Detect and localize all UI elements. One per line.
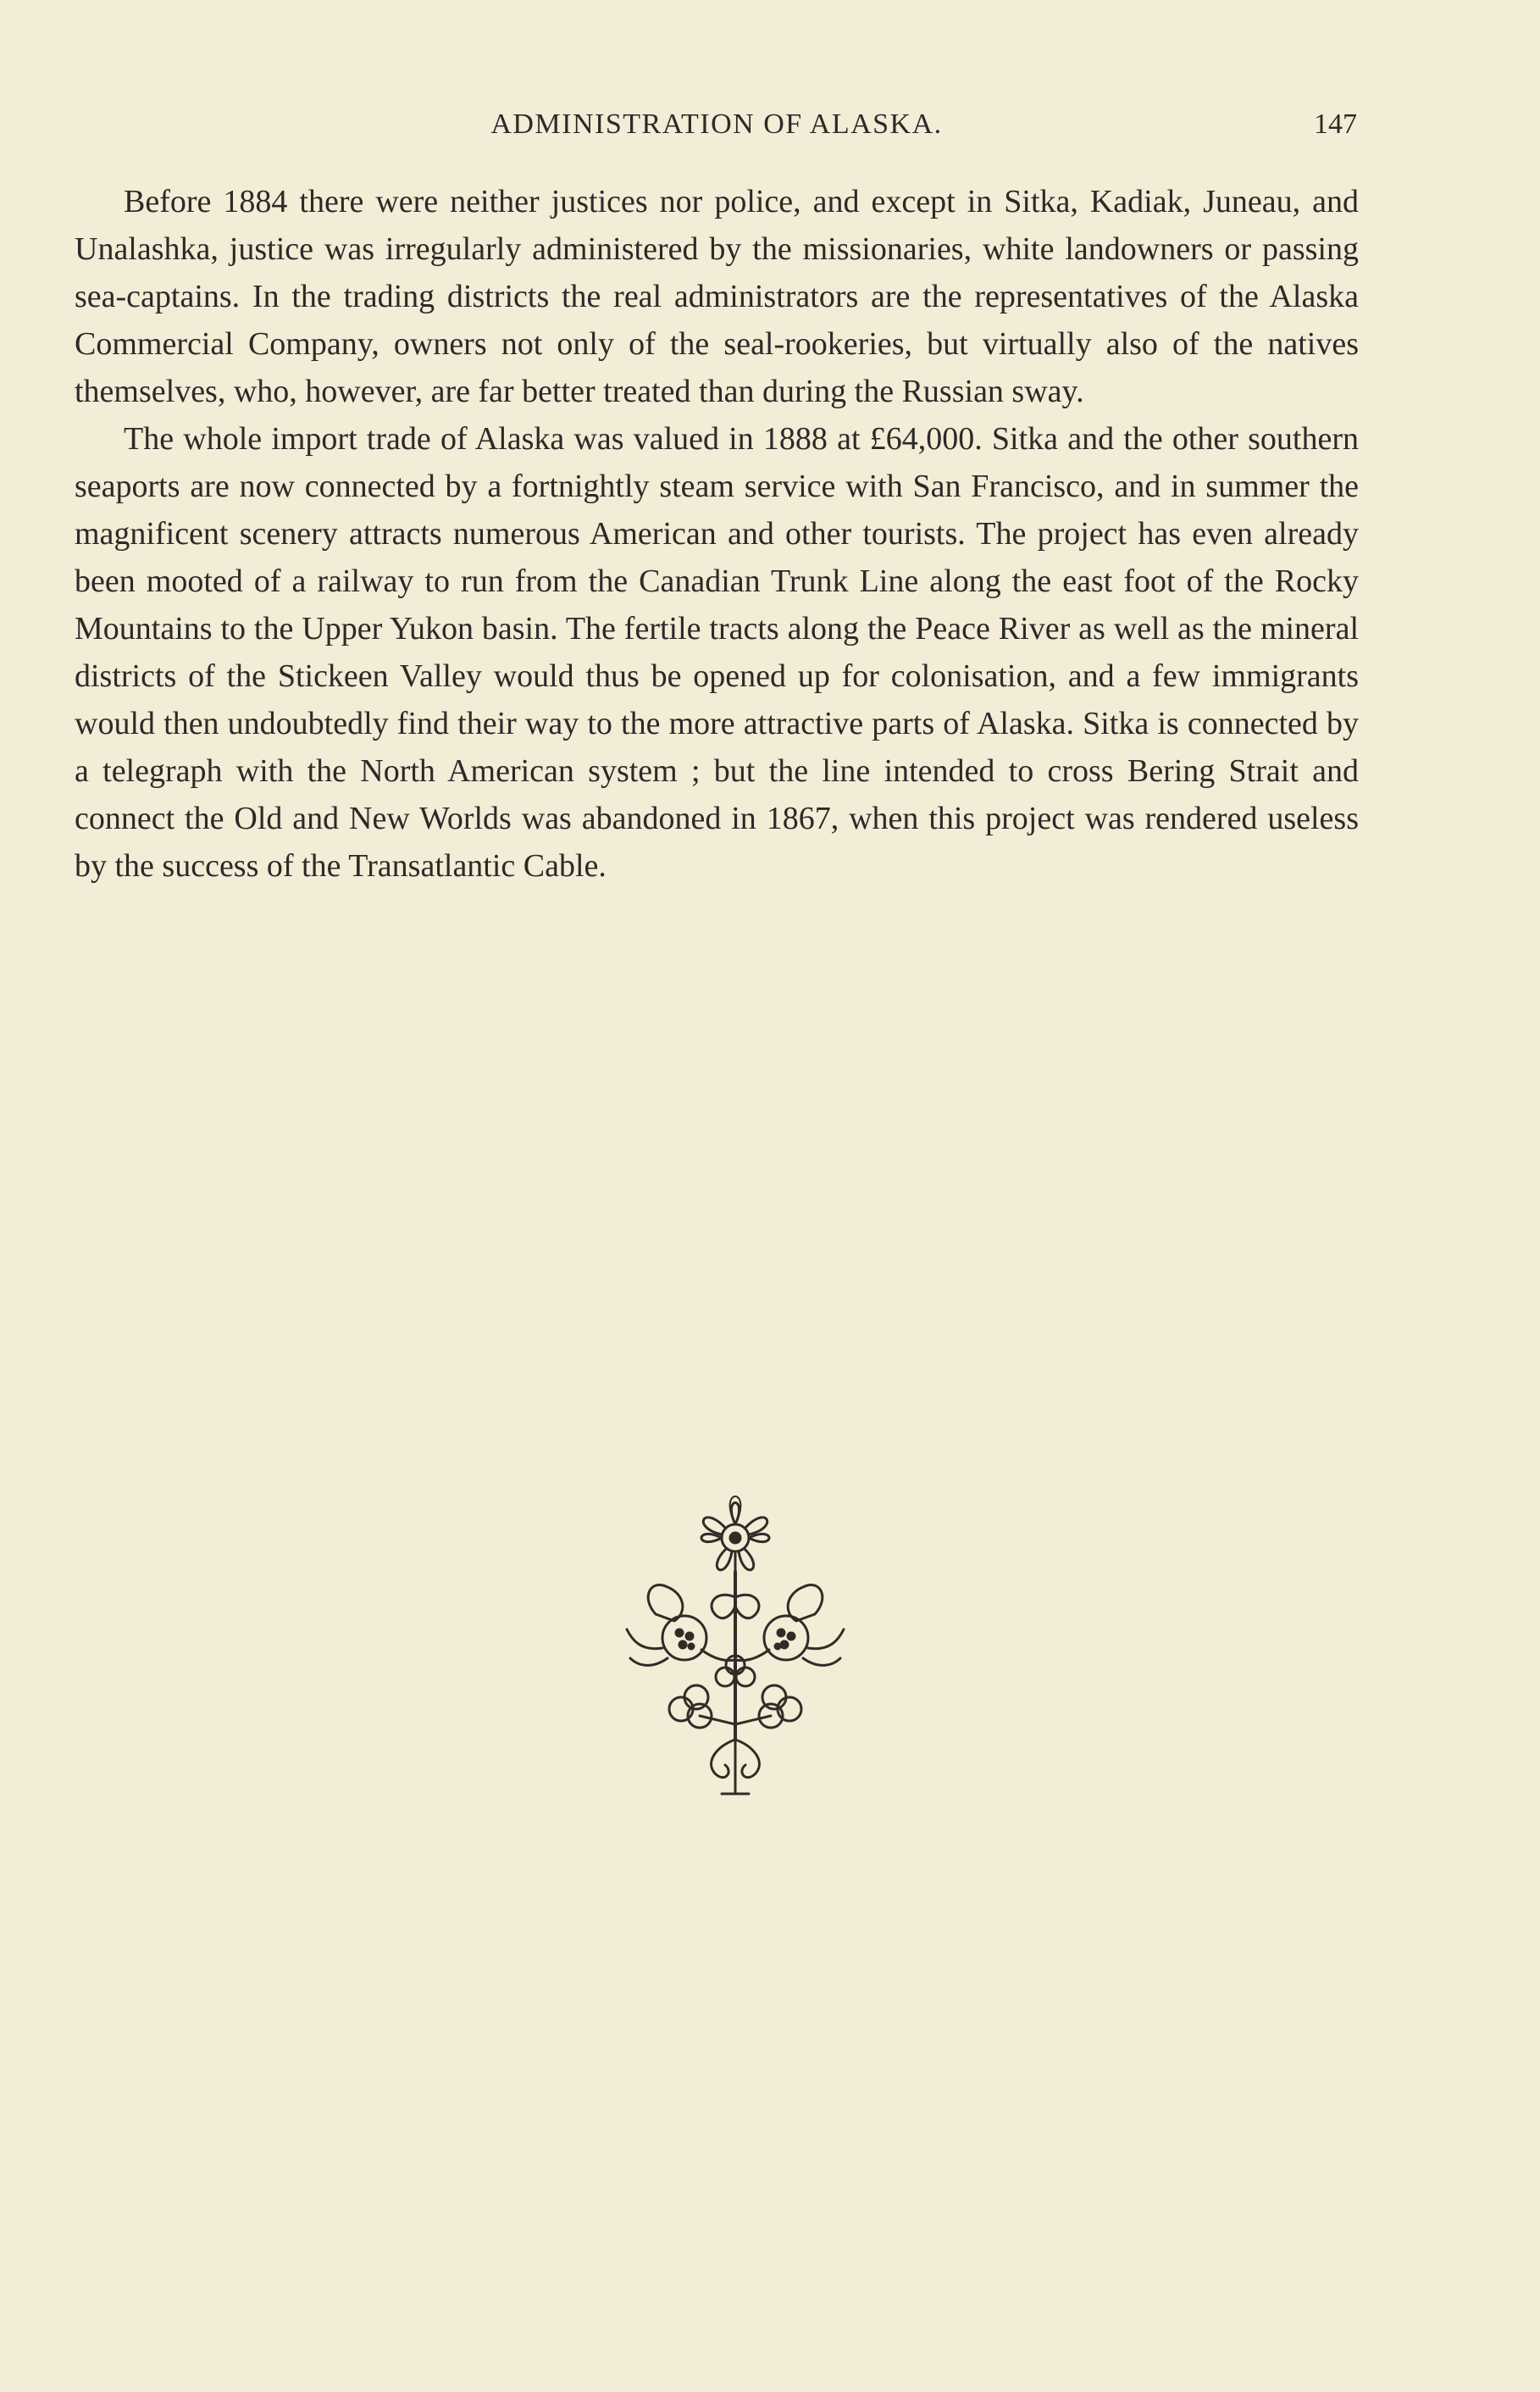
body-text: [75, 178, 1359, 890]
shamrock-icon: [669, 1685, 735, 1728]
shamrock-icon: [735, 1685, 801, 1728]
page-number: 147: [1314, 108, 1357, 140]
running-title: ADMINISTRATION OF ALASKA.: [490, 108, 943, 140]
running-head: [76, 108, 1357, 149]
floral-ornament-graphic: [607, 1470, 861, 1809]
paragraph: Before 1884 there were neither justices nor police, and except in Sitka, Kadiak, Juneau, and Unalashka, justice was irregularly administered by the missionaries, white landowners or passing sea-captains. In the trading districts the real administrators are the representatives of the Alaska Commercial Company, owners not only of the seal-rookeries, but virtually also of the natives themselves, who, however, are far better treated than during the Russian sway.: [75, 184, 1359, 409]
paragraph: The whole import trade of Alaska was valued in 1888 at £64,000. Sitka and the other southern seaports are now connected by a fortnightly steam service with San Francisco, and in summer the magnificent scenery attracts numerous American and other tourists. The project has even already been mooted of a railway to run from the Canadian Trunk Line along the east foot of the Rocky Mountains to the Upper Yukon basin. The fertile tracts along the Peace River as well as the mineral districts of the Stickeen Valley would thus be opened up for colonisation, and a few immigrants would then undoubtedly find their way to the more attractive parts of Alaska. Sitka is connected by a telegraph with the North American system ; but the line intended to cross Bering Strait and connect the Old and New Worlds was abandoned in 1867, when this project was rendered useless by the success of the Transatlantic Cable.: [75, 421, 1359, 884]
rose-icon: [701, 1496, 769, 1572]
floral-ornament-icon: [607, 1470, 861, 1809]
